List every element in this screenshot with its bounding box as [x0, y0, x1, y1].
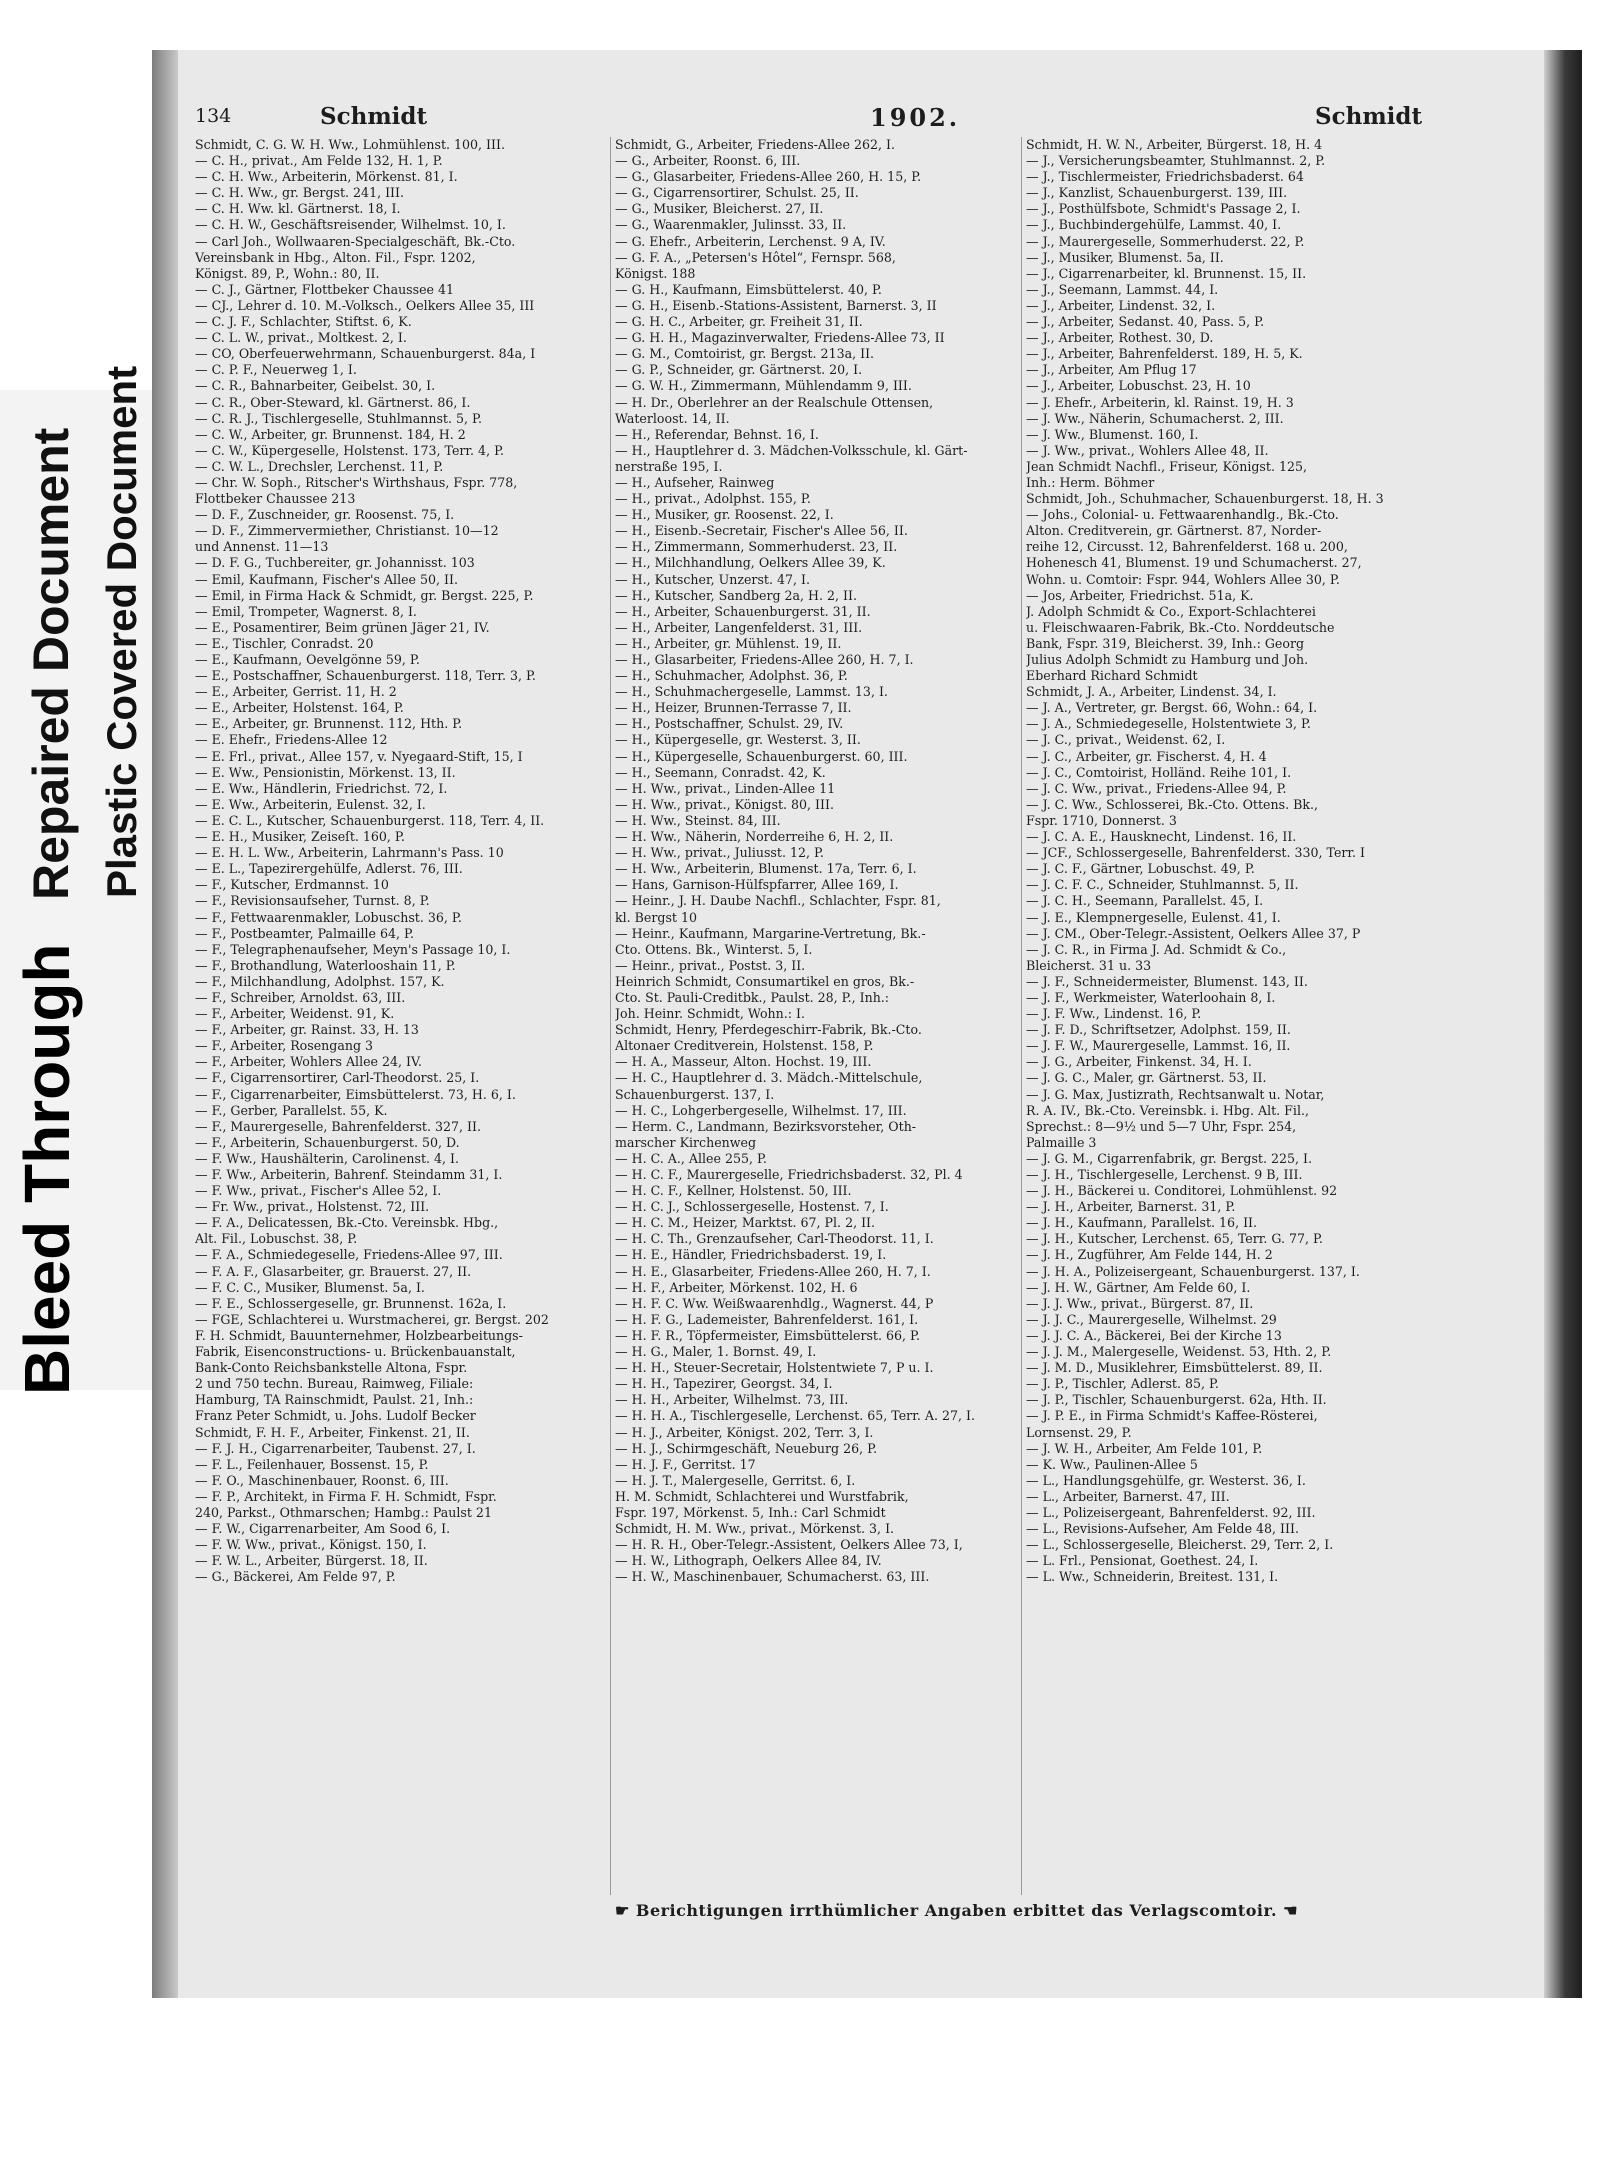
page-number: 134: [195, 105, 232, 127]
directory-entry-line: — F. W. Ww., privat., Königst. 150, I.: [195, 1537, 427, 1553]
directory-entry-line: — H. C., Lohgerbergeselle, Wilhelmst. 17, III.: [615, 1102, 907, 1118]
directory-column-1: [195, 137, 595, 1895]
directory-entry-line: — J. C. A. E., Hausknecht, Lindenst. 16, II.: [1026, 829, 1297, 845]
directory-entry-line: — J. F., Werkmeister, Waterloohain 8, I.: [1026, 989, 1276, 1005]
directory-entry-line: — F., Revisionsaufseher, Turnst. 8, P.: [195, 893, 430, 909]
directory-entry-line: — C. H., privat., Am Felde 132, H. 1, P.: [195, 153, 443, 169]
directory-entry-line: — H. H., Arbeiter, Wilhelmst. 73, III.: [615, 1392, 849, 1408]
directory-entry-line: — H. H. A., Tischlergeselle, Lerchenst. 65, Terr. A. 27, I.: [615, 1408, 975, 1424]
directory-entry-line: — C. J., Gärtner, Flottbeker Chaussee 41: [195, 281, 455, 297]
directory-entry-line: — F. A. F., Glasarbeiter, gr. Brauerst. 27, II.: [195, 1263, 472, 1279]
directory-entry-line: — F. Ww., Haushälterin, Carolinenst. 4, I.: [195, 1150, 460, 1166]
directory-column-3: [1021, 137, 1421, 1895]
directory-entry-line: — Emil, in Firma Hack & Schmidt, gr. Bergst. 225, P.: [195, 587, 534, 603]
directory-entry-line: — J. C., Arbeiter, gr. Fischerst. 4, H. 4: [1026, 748, 1267, 764]
directory-entry-line: — Fr. Ww., privat., Holstenst. 72, III.: [195, 1199, 430, 1215]
header-left-name: Schmidt: [320, 103, 428, 130]
directory-entry-line: — J. G. C., Maler, gr. Gärtnerst. 53, II.: [1026, 1070, 1267, 1086]
directory-entry-line: — H., Musiker, gr. Roosenst. 22, I.: [615, 507, 834, 523]
directory-entry-line: — F. A., Schmiedegeselle, Friedens-Allee 97, III.: [195, 1247, 503, 1263]
directory-entry-line: Franz Peter Schmidt, u. Johs. Ludolf Becker: [195, 1408, 476, 1424]
directory-entry-line: — C. R., Ober-Steward, kl. Gärtnerst. 86, I.: [195, 394, 471, 410]
directory-entry-line: — E. H., Musiker, Zeiseſt. 160, P.: [195, 829, 405, 845]
directory-entry-line: — L. Frl., Pensionat, Goethest. 24, I.: [1026, 1553, 1259, 1569]
directory-entry-line: Joh. Heinr. Schmidt, Wohn.: I.: [615, 1006, 805, 1022]
directory-entry-line: — E. C. L., Kutscher, Schauenburgerst. 118, Terr. 4, II.: [195, 812, 545, 828]
directory-entry-line: — J. J. C. A., Bäckerei, Bei der Kirche 13: [1026, 1327, 1282, 1343]
directory-entry-line: F. H. Schmidt, Bauunternehmer, Holzbearbeitungs-: [195, 1327, 523, 1343]
directory-entry-line: Heinrich Schmidt, Consumartikel en gros, Bk.-: [615, 973, 915, 989]
plastic-covered-label: Plastic Covered Document: [98, 365, 145, 898]
directory-entry-line: — H., Arbeiter, Schauenburgerst. 31, II.: [615, 603, 871, 619]
directory-entry-line: — C. R. J., Tischlergeselle, Stuhlmannst. 5, P.: [195, 410, 482, 426]
directory-entry-line: — J. H., Tischlergeselle, Lerchenst. 9 B, III.: [1026, 1167, 1303, 1182]
directory-entry-line: Schmidt, Henry, Pferdegeschirr-Fabrik, Bk.-Cto.: [615, 1022, 922, 1038]
directory-entry-line: — H., Hauptlehrer d. 3. Mädchen-Volksschule, kl. Gärt-: [615, 442, 968, 458]
directory-entry-line: — H. Ww., privat., Königst. 80, III.: [615, 796, 834, 812]
directory-entry-line: und Annenst. 11—13: [195, 539, 329, 555]
directory-entry-line: — F., Maurergeselle, Bahrenfelderst. 327, II.: [195, 1118, 481, 1134]
directory-entry-line: Schmidt, Joh., Schuhmacher, Schauenburgerst. 18, H. 3: [1026, 491, 1384, 507]
directory-entry-line: — Heinr., privat., Postst. 3, II.: [615, 957, 806, 973]
directory-entry-line: — H., Schuhmacher, Adolphst. 36, P.: [615, 668, 848, 684]
directory-entry-line: — C. H. Ww., gr. Bergst. 241, III.: [195, 185, 405, 201]
directory-entry-line: — G. W. H., Zimmermann, Mühlendamm 9, III.: [615, 378, 912, 394]
directory-entry-line: — J., Arbeiter, Bahrenfelderst. 189, H. 5, K.: [1026, 346, 1303, 362]
directory-entry-line: — J. J. C., Maurergeselle, Wilhelmst. 29: [1026, 1311, 1277, 1327]
directory-entry-line: — H., Kutscher, Unzerst. 47, I.: [615, 571, 810, 587]
directory-entry-line: — L. Ww., Schneiderin, Breitest. 131, I.: [1026, 1569, 1279, 1585]
directory-entry-line: — J., Posthülfsbote, Schmidt's Passage 2, I.: [1026, 201, 1301, 217]
directory-entry-line: — H. Ww., privat., Juliusst. 12, P.: [615, 845, 824, 861]
directory-entry-line: — J. C. F. C., Schneider, Stuhlmannst. 5, II.: [1026, 877, 1299, 893]
directory-entry-line: — E. L., Tapezirergehülfe, Adlerst. 76, III.: [195, 861, 463, 877]
directory-entry-line: — C. J. F., Schlachter, Stiftst. 6, K.: [195, 314, 412, 330]
directory-entry-line: — H. C. F., Maurergeselle, Friedrichsbaderst. 32, Pl. 4: [615, 1167, 963, 1182]
directory-entry-line: R. A. IV., Bk.-Cto. Vereinsbk. i. Hbg. Alt. Fil.,: [1026, 1102, 1309, 1118]
directory-entry-line: — H. C. F., Kellner, Holstenst. 50, III.: [615, 1183, 852, 1199]
directory-entry-line: — F., Arbeiter, Weidenst. 91, K.: [195, 1006, 395, 1022]
directory-entry-line: — J. A., Vertreter, gr. Bergst. 66, Wohn.: 64, I.: [1026, 700, 1318, 716]
directory-entry-line: — F., Fettwaarenmakler, Lobuschst. 36, P.: [195, 909, 462, 925]
directory-entry-line: — H. Ww., privat., Linden-Allee 11: [615, 780, 836, 796]
directory-column-2: [610, 137, 1010, 1895]
directory-entry-line: — Hans, Garnison-Hülfspfarrer, Allee 169, I.: [615, 877, 899, 893]
directory-entry-line: — H. W., Lithograph, Oelkers Allee 84, IV.: [615, 1553, 882, 1569]
directory-entry-line: — G. P., Schneider, gr. Gärtnerst. 20, I.: [615, 362, 863, 378]
directory-entry-line: — F. Ww., privat., Fischer's Allee 52, I.: [195, 1183, 442, 1199]
directory-entry-line: — G. H., Eisenb.-Stations-Assistent, Barnerst. 3, II: [615, 297, 937, 313]
directory-entry-line: — J., Musiker, Blumenst. 5a, II.: [1026, 249, 1224, 265]
directory-entry-line: — H. Ww., Näherin, Norderreihe 6, H. 2, II.: [615, 829, 894, 845]
directory-entry-line: — J. P., Tischler, Adlerst. 85, P.: [1026, 1376, 1219, 1392]
directory-entry-line: — F., Arbeiter, gr. Rainst. 33, H. 13: [195, 1022, 419, 1038]
directory-entry-line: — C. L. W., privat., Moltkest. 2, I.: [195, 330, 407, 346]
directory-entry-line: Wohn. u. Comtoir: Fspr. 944, Wohlers Allee 30, P.: [1026, 571, 1340, 587]
directory-entry-line: — J. G. Max, Justizrath, Rechtsanwalt u. Notar,: [1026, 1086, 1325, 1102]
directory-entry-line: — J. H., Arbeiter, Barnerst. 31, P.: [1026, 1199, 1236, 1215]
directory-entry-line: — J. P., Tischler, Schauenburgerst. 62a, Hth. II.: [1026, 1392, 1327, 1408]
directory-entry-line: — G. Ehefr., Arbeiterin, Lerchenst. 9 A, IV.: [615, 233, 886, 249]
directory-entry-line: — J. Ww., Näherin, Schumacherst. 2, III.: [1026, 410, 1284, 426]
directory-entry-line: — J. F. Ww., Lindenst. 16, P.: [1026, 1006, 1202, 1022]
directory-entry-line: — J. G., Arbeiter, Finkenst. 34, H. I.: [1026, 1054, 1252, 1070]
directory-entry-line: — E. H. L. Ww., Arbeiterin, Lahrmann's Pass. 10: [195, 845, 504, 861]
directory-entry-line: — H. Ww., Steinst. 84, III.: [615, 812, 781, 828]
directory-entry-line: — L., Revisions-Aufseher, Am Felde 48, III.: [1026, 1521, 1299, 1537]
scanned-page: [152, 50, 1582, 1998]
directory-entry-line: — H. J., Schirmgeschäft, Neueburg 26, P.: [615, 1440, 878, 1456]
directory-entry-line: — J. C., privat., Weidenst. 62, I.: [1026, 732, 1226, 748]
page-footer: ☛ Berichtigungen irrthümlicher Angaben erbittet das Verlagscomtoir. ☚: [615, 1901, 1298, 1920]
directory-entry-line: — J. F. D., Schriftsetzer, Adolphst. 159, II.: [1026, 1022, 1291, 1038]
directory-entry-line: Flottbeker Chaussee 213: [195, 491, 356, 507]
directory-entry-line: Cto. Ottens. Bk., Winterst. 5, I.: [615, 941, 813, 957]
directory-entry-line: — H. C. M., Heizer, Marktst. 67, Pl. 2, II.: [615, 1215, 876, 1231]
directory-entry-line: — E., Kaufmann, Oevelgönne 59, P.: [195, 652, 420, 667]
directory-entry-line: Schmidt, C. G. W. H. Ww., Lohmühlenst. 100, III.: [195, 137, 505, 152]
directory-entry-line: — H., Seemann, Conradst. 42, K.: [615, 764, 826, 780]
directory-entry-line: — J. F., Schneidermeister, Blumenst. 143, II.: [1026, 973, 1308, 989]
directory-entry-line: — C. H. Ww., Arbeiterin, Mörkenst. 81, I.: [195, 169, 458, 185]
directory-entry-line: — H. F., Arbeiter, Mörkenst. 102, H. 6: [615, 1279, 858, 1295]
directory-entry-line: — H. F. C. Ww. Weißwaarenhdlg., Wagnerst. 44, P: [615, 1295, 934, 1311]
directory-entry-line: — Johs., Colonial- u. Fettwaarenhandlg., Bk.-Cto.: [1026, 507, 1339, 523]
directory-entry-line: — Heinr., J. H. Daube Nachfl., Schlachter, Fspr. 81,: [615, 893, 941, 909]
directory-entry-line: — JCF., Schlossergeselle, Bahrenfelderst. 330, Terr. I: [1026, 845, 1366, 861]
directory-entry-line: — G., Waarenmakler, Julinsst. 33, II.: [615, 217, 847, 233]
directory-entry-line: Julius Adolph Schmidt zu Hamburg und Joh.: [1026, 652, 1309, 667]
directory-entry-line: Hamburg, TA Rainschmidt, Paulst. 21, Inh.:: [195, 1392, 474, 1408]
directory-entry-line: — J. H., Kaufmann, Parallelst. 16, II.: [1026, 1215, 1258, 1231]
directory-entry-line: — Emil, Kaufmann, Fischer's Allee 50, II.: [195, 571, 458, 587]
directory-entry-line: — C. W., Küpergeselle, Holstenst. 173, Terr. 4, P.: [195, 442, 504, 458]
page-content: [195, 105, 1575, 1965]
directory-entry-line: — F. W., Cigarrenarbeiter, Am Sood 6, I.: [195, 1521, 451, 1537]
directory-entry-line: — H., Postschaffner, Schulst. 29, IV.: [615, 716, 844, 732]
directory-entry-line: — H. H., Tapezirer, Georgst. 34, I.: [615, 1376, 833, 1392]
directory-entry-line: — H. F. R., Töpfermeister, Eimsbüttelerst. 66, P.: [615, 1327, 920, 1343]
directory-entry-line: Eberhard Richard Schmidt: [1026, 668, 1198, 684]
directory-entry-line: — Chr. W. Soph., Ritscher's Wirthshaus, Fspr. 778,: [195, 474, 518, 490]
directory-entry-line: Lornsenst. 29, P.: [1026, 1424, 1132, 1440]
directory-entry-line: — E., Arbeiter, Holstenst. 164, P.: [195, 700, 404, 716]
directory-entry-line: — J., Seemann, Lammst. 44, I.: [1026, 281, 1219, 297]
directory-entry-line: — C. W., Arbeiter, gr. Brunnenst. 184, H. 2: [195, 426, 466, 442]
directory-entry-line: — J. C. R., in Firma J. Ad. Schmidt & Co.,: [1026, 941, 1287, 957]
directory-entry-line: — J., Arbeiter, Sedanst. 40, Pass. 5, P.: [1026, 314, 1265, 330]
directory-entry-line: — H. R. H., Ober-Telegr.-Assistent, Oelkers Allee 73, I,: [615, 1537, 963, 1553]
directory-entry-line: — J. P. E., in Firma Schmidt's Kaffee-Rösterei,: [1026, 1408, 1318, 1424]
directory-entry-line: — J. J. Ww., privat., Bürgerst. 87, II.: [1026, 1295, 1254, 1311]
directory-entry-line: — E. Frl., privat., Allee 157, v. Nyegaard-Stift, 15, I: [195, 748, 523, 764]
directory-entry-line: — H., Referendar, Behnst. 16, I.: [615, 426, 819, 442]
directory-entry-line: — H. J. T., Malergeselle, Gerritst. 6, I.: [615, 1472, 856, 1488]
directory-entry-line: u. Fleischwaaren-Fabrik, Bk.-Cto. Norddeutsche: [1026, 619, 1335, 635]
directory-entry-line: — C. R., Bahnarbeiter, Geibelst. 30, I.: [195, 378, 436, 394]
directory-entry-line: — J., Arbeiter, Am Pflug 17: [1026, 362, 1197, 378]
directory-entry-line: — F. E., Schlossergeselle, gr. Brunnenst. 162a, I.: [195, 1295, 507, 1311]
directory-entry-line: Alton. Creditverein, gr. Gärtnerst. 87, Norder-: [1026, 523, 1322, 539]
directory-entry-line: — H. A., Masseur, Alton. Hochst. 19, III.: [615, 1054, 872, 1070]
directory-entry-line: — E. Ehefr., Friedens-Allee 12: [195, 732, 388, 748]
directory-entry-line: — H., Aufseher, Rainweg: [615, 474, 775, 490]
directory-entry-line: — J., Arbeiter, Lobuschst. 23, H. 10: [1026, 378, 1251, 394]
directory-entry-line: — J. W. H., Arbeiter, Am Felde 101, P.: [1026, 1440, 1263, 1456]
directory-entry-line: — H., Milchhandlung, Oelkers Allee 39, K.: [615, 555, 886, 571]
directory-entry-line: — J. A., Schmiedegeselle, Holstentwiete 3, P.: [1026, 716, 1311, 732]
directory-entry-line: — E., Arbeiter, gr. Brunnenst. 112, Hth. P.: [195, 716, 463, 732]
directory-entry-line: — FGE, Schlachterei u. Wurstmacherei, gr. Bergst. 202: [195, 1311, 549, 1327]
directory-entry-line: — Carl Joh., Wollwaaren-Specialgeschäft, Bk.-Cto.: [195, 233, 516, 249]
directory-entry-line: — J. C., Comtoirist, Holländ. Reihe 101, I.: [1026, 764, 1292, 780]
directory-entry-line: — F. L., Feilenhauer, Bossenst. 15, P.: [195, 1456, 429, 1472]
directory-entry-line: — J. G. M., Cigarrenfabrik, gr. Bergst. 225, I.: [1026, 1150, 1312, 1166]
directory-entry-line: H. M. Schmidt, Schlachterei und Wurstfabrik,: [615, 1488, 909, 1504]
directory-entry-line: — C. H. Ww. kl. Gärtnerst. 18, I.: [195, 201, 401, 217]
directory-entry-line: — H. C., Hauptlehrer d. 3. Mädch.-Mittelschule,: [615, 1070, 923, 1086]
directory-entry-line: — J. M. D., Musiklehrer, Eimsbüttelerst. 89, II.: [1026, 1360, 1323, 1376]
directory-entry-line: — H. C. A., Allee 255, P.: [615, 1150, 767, 1166]
directory-entry-line: Fabrik, Eisenconstructions- u. Brückenbauanstalt,: [195, 1344, 516, 1360]
directory-entry-line: — H. W., Maschinenbauer, Schumacherst. 63, III.: [615, 1569, 930, 1585]
directory-entry-line: — CO, Oberfeuerwehrmann, Schauenburgerst. 84a, I: [195, 346, 536, 362]
directory-entry-line: — H., Küpergeselle, gr. Westerst. 3, II.: [615, 732, 861, 748]
directory-entry-line: — H. Ww., Arbeiterin, Blumenst. 17a, Terr. 6, I.: [615, 861, 917, 877]
directory-entry-line: kl. Bergst 10: [615, 909, 698, 925]
directory-entry-line: J. Adolph Schmidt & Co., Export-Schlachterei: [1026, 603, 1316, 619]
directory-entry-line: — G. H., Kaufmann, Eimsbüttelerst. 40, P.: [615, 281, 882, 297]
directory-entry-line: — F., Arbeiterin, Schauenburgerst. 50, D.: [195, 1134, 460, 1150]
directory-entry-line: reihe 12, Circusst. 12, Bahrenfelderst. 168 u. 200,: [1026, 539, 1348, 555]
directory-entry-line: — F. J. H., Cigarrenarbeiter, Taubenst. 27, I.: [195, 1440, 476, 1456]
directory-entry-line: — D. F. G., Tuchbereiter, gr. Johannisst. 103: [195, 555, 475, 571]
directory-entry-line: — H., privat., Adolphst. 155, P.: [615, 491, 811, 507]
directory-entry-line: — L., Polizeisergeant, Bahrenfelderst. 92, III.: [1026, 1504, 1316, 1520]
directory-entry-line: — H., Heizer, Brunnen-Terrasse 7, II.: [615, 700, 852, 716]
directory-entry-line: — F. W. L., Arbeiter, Bürgerst. 18, II.: [195, 1553, 428, 1569]
directory-entry-line: — H. G., Maler, 1. Bornst. 49, I.: [615, 1344, 817, 1360]
header-right-name: Schmidt: [1315, 103, 1423, 130]
directory-entry-line: — F. O., Maschinenbauer, Roonst. 6, III.: [195, 1472, 449, 1488]
page-left-edge: [152, 50, 178, 1998]
directory-entry-line: — J. H. W., Gärtner, Am Felde 60, I.: [1026, 1279, 1251, 1295]
directory-entry-line: — H. F. G., Lademeister, Bahrenfelderst. 161, I.: [615, 1311, 919, 1327]
directory-entry-line: — J. E., Klempnergeselle, Eulenst. 41, I.: [1026, 909, 1281, 925]
directory-entry-line: — H., Glasarbeiter, Friedens-Allee 260, H. 7, I.: [615, 652, 914, 667]
directory-entry-line: Fspr. 197, Mörkenst. 5, Inh.: Carl Schmidt: [615, 1504, 886, 1520]
directory-entry-line: — L., Schlossergeselle, Bleicherst. 29, Terr. 2, I.: [1026, 1537, 1334, 1553]
directory-entry-line: — Heinr., Kaufmann, Margarine-Vertretung, Bk.-: [615, 925, 926, 941]
directory-entry-line: 240, Parkst., Othmarschen; Hambg.: Paulst 21: [195, 1504, 492, 1520]
directory-entry-line: — J. Ww., Blumenst. 160, I.: [1026, 426, 1199, 442]
directory-entry-line: — Emil, Trompeter, Wagnerst. 8, I.: [195, 603, 417, 619]
directory-entry-line: Hohenesch 41, Blumenst. 19 und Schumacherst. 27,: [1026, 555, 1362, 571]
directory-entry-line: — J., Kanzlist, Schauenburgerst. 139, III.: [1026, 185, 1288, 201]
directory-entry-line: — F., Brothandlung, Waterlooshain 11, P.: [195, 957, 456, 973]
directory-entry-line: — J., Arbeiter, Rothest. 30, D.: [1026, 330, 1214, 346]
directory-entry-line: nerstraße 195, I.: [615, 458, 723, 474]
directory-entry-line: — E. Ww., Pensionistin, Mörkenst. 13, II.: [195, 764, 456, 780]
directory-entry-line: — L., Arbeiter, Barnerst. 47, III.: [1026, 1488, 1230, 1504]
directory-entry-line: 2 und 750 techn. Bureau, Raimweg, Filiale:: [195, 1376, 474, 1392]
directory-entry-line: — H. E., Händler, Friedrichsbaderst. 19, I.: [615, 1247, 887, 1263]
directory-entry-line: — F., Cigarrensortirer, Carl-Theodorst. 25, I.: [195, 1070, 480, 1086]
directory-entry-line: — G. F. A., „Petersen's Hôtel“, Fernspr. 568,: [615, 249, 896, 265]
directory-entry-line: Schmidt, G., Arbeiter, Friedens-Allee 262, I.: [615, 137, 895, 152]
directory-entry-line: — J., Cigarrenarbeiter, kl. Brunnenst. 15, II.: [1026, 265, 1307, 281]
directory-entry-line: — Herm. C., Landmann, Bezirksvorsteher, Oth-: [615, 1118, 917, 1134]
directory-entry-line: — J. H., Bäckerei u. Conditorei, Lohmühlenst. 92: [1026, 1183, 1338, 1199]
directory-entry-line: — J., Buchbindergehülfe, Lammst. 40, I.: [1026, 217, 1282, 233]
directory-entry-line: Inh.: Herm. Böhmer: [1026, 474, 1155, 490]
directory-entry-line: — J. H. A., Polizeisergeant, Schauenburgerst. 137, I.: [1026, 1263, 1360, 1279]
directory-entry-line: — J., Tischlermeister, Friedrichsbaderst. 64: [1026, 169, 1304, 185]
directory-entry-line: Palmaille 3: [1026, 1134, 1097, 1150]
directory-entry-line: — F. P., Architekt, in Firma F. H. Schmidt, Fspr.: [195, 1488, 497, 1504]
directory-entry-line: Schmidt, H. W. N., Arbeiter, Bürgerst. 18, H. 4: [1026, 137, 1323, 152]
page-header: [195, 105, 1575, 135]
directory-entry-line: — C. P. F., Neuerweg 1, I.: [195, 362, 357, 378]
directory-entry-line: Bleicherst. 31 u. 33: [1026, 957, 1152, 973]
directory-entry-line: — F. A., Delicatessen, Bk.-Cto. Vereinsbk. Hbg.,: [195, 1215, 499, 1231]
directory-entry-line: — J. C. Ww., Schlosserei, Bk.-Cto. Ottens. Bk.,: [1026, 796, 1318, 812]
directory-entry-line: — G., Bäckerei, Am Felde 97, P.: [195, 1569, 396, 1585]
directory-entry-line: Alt. Fil., Lobuschst. 38, P.: [195, 1231, 358, 1247]
directory-entry-line: — C. H. W., Geschäftsreisender, Wilhelmst. 10, I.: [195, 217, 506, 233]
directory-entry-line: — G. H. C., Arbeiter, gr. Freiheit 31, II.: [615, 314, 863, 330]
directory-entry-line: — J. C. Ww., privat., Friedens-Allee 94, P.: [1026, 780, 1287, 796]
directory-entry-line: Bank, Fspr. 319, Bleicherst. 39, Inh.: Georg: [1026, 635, 1305, 651]
directory-entry-line: — F., Telegraphenaufseher, Meyn's Passage 10, I.: [195, 941, 511, 957]
directory-entry-line: — E. Ww., Arbeiterin, Eulenst. 32, I.: [195, 796, 426, 812]
directory-entry-line: Schmidt, H. M. Ww., privat., Mörkenst. 3, I.: [615, 1521, 895, 1537]
directory-entry-line: — F., Milchhandlung, Adolphst. 157, K.: [195, 973, 445, 989]
directory-entry-line: — J. H., Kutscher, Lerchenst. 65, Terr. G. 77, P.: [1026, 1231, 1323, 1247]
directory-entry-line: — D. F., Zuschneider, gr. Roosenst. 75, I.: [195, 507, 455, 523]
header-year: 1902.: [870, 103, 961, 132]
directory-entry-line: — H. C. J., Schlossergeselle, Hostenst. 7, I.: [615, 1199, 889, 1215]
directory-entry-line: — H., Schuhmachergeselle, Lammst. 13, I.: [615, 684, 888, 700]
directory-entry-line: — J. F. W., Maurergeselle, Lammst. 16, II.: [1026, 1038, 1291, 1054]
directory-entry-line: — J., Maurergeselle, Sommerhuderst. 22, P.: [1026, 233, 1305, 249]
directory-entry-line: Schmidt, J. A., Arbeiter, Lindenst. 34, I.: [1026, 684, 1277, 700]
directory-entry-line: — H., Arbeiter, Langenfelderst. 31, III.: [615, 619, 863, 635]
directory-entry-line: — J. Ww., privat., Wohlers Allee 48, II.: [1026, 442, 1269, 458]
directory-entry-line: — H. E., Glasarbeiter, Friedens-Allee 260, H. 7, I.: [615, 1263, 931, 1279]
directory-entry-line: — H. H., Steuer-Secretair, Holstentwiete 7, P u. I.: [615, 1360, 934, 1376]
directory-entry-line: Fspr. 1710, Donnerst. 3: [1026, 812, 1177, 828]
directory-entry-line: — H. J., Arbeiter, Königst. 202, Terr. 3, I.: [615, 1424, 874, 1440]
directory-entry-line: Sprechst.: 8—9½ und 5—7 Uhr, Fspr. 254,: [1026, 1118, 1297, 1134]
repaired-document-label: Repaired Document: [23, 427, 79, 900]
directory-entry-line: — J. J. M., Malergeselle, Weidenst. 53, Hth. 2, P.: [1026, 1344, 1332, 1360]
directory-entry-line: — L., Handlungsgehülfe, gr. Westerst. 36, I.: [1026, 1472, 1306, 1488]
directory-entry-line: — G., Glasarbeiter, Friedens-Allee 260, H. 15, P.: [615, 169, 922, 185]
directory-entry-line: — F. Ww., Arbeiterin, Bahrenf. Steindamm 31, I.: [195, 1167, 503, 1182]
directory-entry-line: Schauenburgerst. 137, I.: [615, 1086, 775, 1102]
annotation-labels: [0, 365, 170, 1400]
directory-entry-line: Jean Schmidt Nachfl., Friseur, Königst. 125,: [1026, 458, 1307, 474]
directory-entry-line: — G., Cigarrensortirer, Schulst. 25, II.: [615, 185, 859, 201]
directory-entry-line: — J. H., Zugführer, Am Felde 144, H. 2: [1026, 1247, 1273, 1263]
directory-entry-line: — J. Ehefr., Arbeiterin, kl. Rainst. 19, H. 3: [1026, 394, 1294, 410]
directory-entry-line: — F., Gerber, Parallelst. 55, K.: [195, 1102, 388, 1118]
directory-entry-line: Königst. 89, P., Wohn.: 80, II.: [195, 265, 380, 281]
directory-entry-line: — D. F., Zimmervermiether, Christianst. 10—12: [195, 523, 499, 539]
directory-entry-line: — F., Arbeiter, Wohlers Allee 24, IV.: [195, 1054, 422, 1070]
directory-entry-line: — J. C. F., Gärtner, Lobuschst. 49, P.: [1026, 861, 1255, 877]
directory-entry-line: — F. C. C., Musiker, Blumenst. 5a, I.: [195, 1279, 425, 1295]
directory-entry-line: — E. Ww., Händlerin, Friedrichst. 72, I.: [195, 780, 448, 796]
directory-entry-line: — E., Tischler, Conradst. 20: [195, 635, 374, 651]
directory-entry-line: Waterloost. 14, II.: [615, 410, 730, 426]
directory-entry-line: — CJ., Lehrer d. 10. M.-Volksch., Oelkers Allee 35, III: [195, 297, 535, 313]
directory-entry-line: — F., Postbeamter, Palmaille 64, P.: [195, 925, 414, 941]
directory-entry-line: — F., Kutscher, Erdmannst. 10: [195, 877, 389, 893]
directory-entry-line: — H., Zimmermann, Sommerhuderst. 23, II.: [615, 539, 898, 555]
directory-entry-line: — K. Ww., Paulinen-Allee 5: [1026, 1456, 1198, 1472]
directory-entry-line: — F., Cigarrenarbeiter, Eimsbüttelerst. 73, H. 6, I.: [195, 1086, 516, 1102]
directory-entry-line: — H., Kutscher, Sandberg 2a, H. 2, II.: [615, 587, 858, 603]
directory-entry-line: — H. C. Th., Grenzaufseher, Carl-Theodorst. 11, I.: [615, 1231, 934, 1247]
directory-entry-line: — F., Arbeiter, Rosengang 3: [195, 1038, 374, 1054]
directory-entry-line: — J. CM., Ober-Telegr.-Assistent, Oelkers Allee 37, P: [1026, 925, 1361, 941]
directory-entry-line: — G., Musiker, Bleicherst. 27, II.: [615, 201, 824, 217]
directory-entry-line: — H., Küpergeselle, Schauenburgerst. 60, III.: [615, 748, 908, 764]
directory-entry-line: marscher Kirchenweg: [615, 1134, 757, 1150]
directory-entry-line: — C. W. L., Drechsler, Lerchenst. 11, P.: [195, 458, 444, 474]
directory-entry-line: — E., Posamentirer, Beim grünen Jäger 21, IV.: [195, 619, 490, 635]
directory-entry-line: — J., Versicherungsbeamter, Stuhlmannst. 2, P.: [1026, 153, 1326, 169]
directory-entry-line: — J. C. H., Seemann, Parallelst. 45, I.: [1026, 893, 1264, 909]
directory-entry-line: — E., Arbeiter, Gerrist. 11, H. 2: [195, 684, 397, 700]
directory-entry-line: — G. H. H., Magazinverwalter, Friedens-Allee 73, II: [615, 330, 945, 346]
directory-entry-line: — H. J. F., Gerritst. 17: [615, 1456, 756, 1472]
directory-entry-line: Schmidt, F. H. F., Arbeiter, Finkenst. 21, II.: [195, 1424, 470, 1440]
directory-entry-line: — F., Schreiber, Arnoldst. 63, III.: [195, 989, 406, 1005]
directory-entry-line: — E., Postschaffner, Schauenburgerst. 118, Terr. 3, P.: [195, 668, 536, 684]
directory-entry-line: Königst. 188: [615, 265, 696, 281]
directory-entry-line: — Jos, Arbeiter, Friedrichst. 51a, K.: [1026, 587, 1254, 603]
directory-entry-line: — H., Eisenb.-Secretair, Fischer's Allee 56, II.: [615, 523, 908, 539]
directory-entry-line: — G. M., Comtoirist, gr. Bergst. 213a, II.: [615, 346, 875, 362]
directory-entry-line: Cto. St. Pauli-Creditbk., Paulst. 28, P., Inh.:: [615, 989, 890, 1005]
bleed-through-label: Bleed Through: [11, 943, 83, 1395]
directory-entry-line: — H., Arbeiter, gr. Mühlenst. 19, II.: [615, 635, 842, 651]
directory-entry-line: — J., Arbeiter, Lindenst. 32, I.: [1026, 297, 1216, 313]
directory-entry-line: — G., Arbeiter, Roonst. 6, III.: [615, 153, 801, 169]
directory-entry-line: Altonaer Creditverein, Holstenst. 158, P.: [615, 1038, 874, 1054]
directory-entry-line: Vereinsbank in Hbg., Alton. Fil., Fspr. 1202,: [195, 249, 476, 265]
directory-entry-line: Bank-Conto Reichsbankstelle Altona, Fspr.: [195, 1360, 468, 1376]
directory-entry-line: — H. Dr., Oberlehrer an der Realschule Ottensen,: [615, 394, 934, 410]
directory-columns: [195, 137, 1575, 1895]
